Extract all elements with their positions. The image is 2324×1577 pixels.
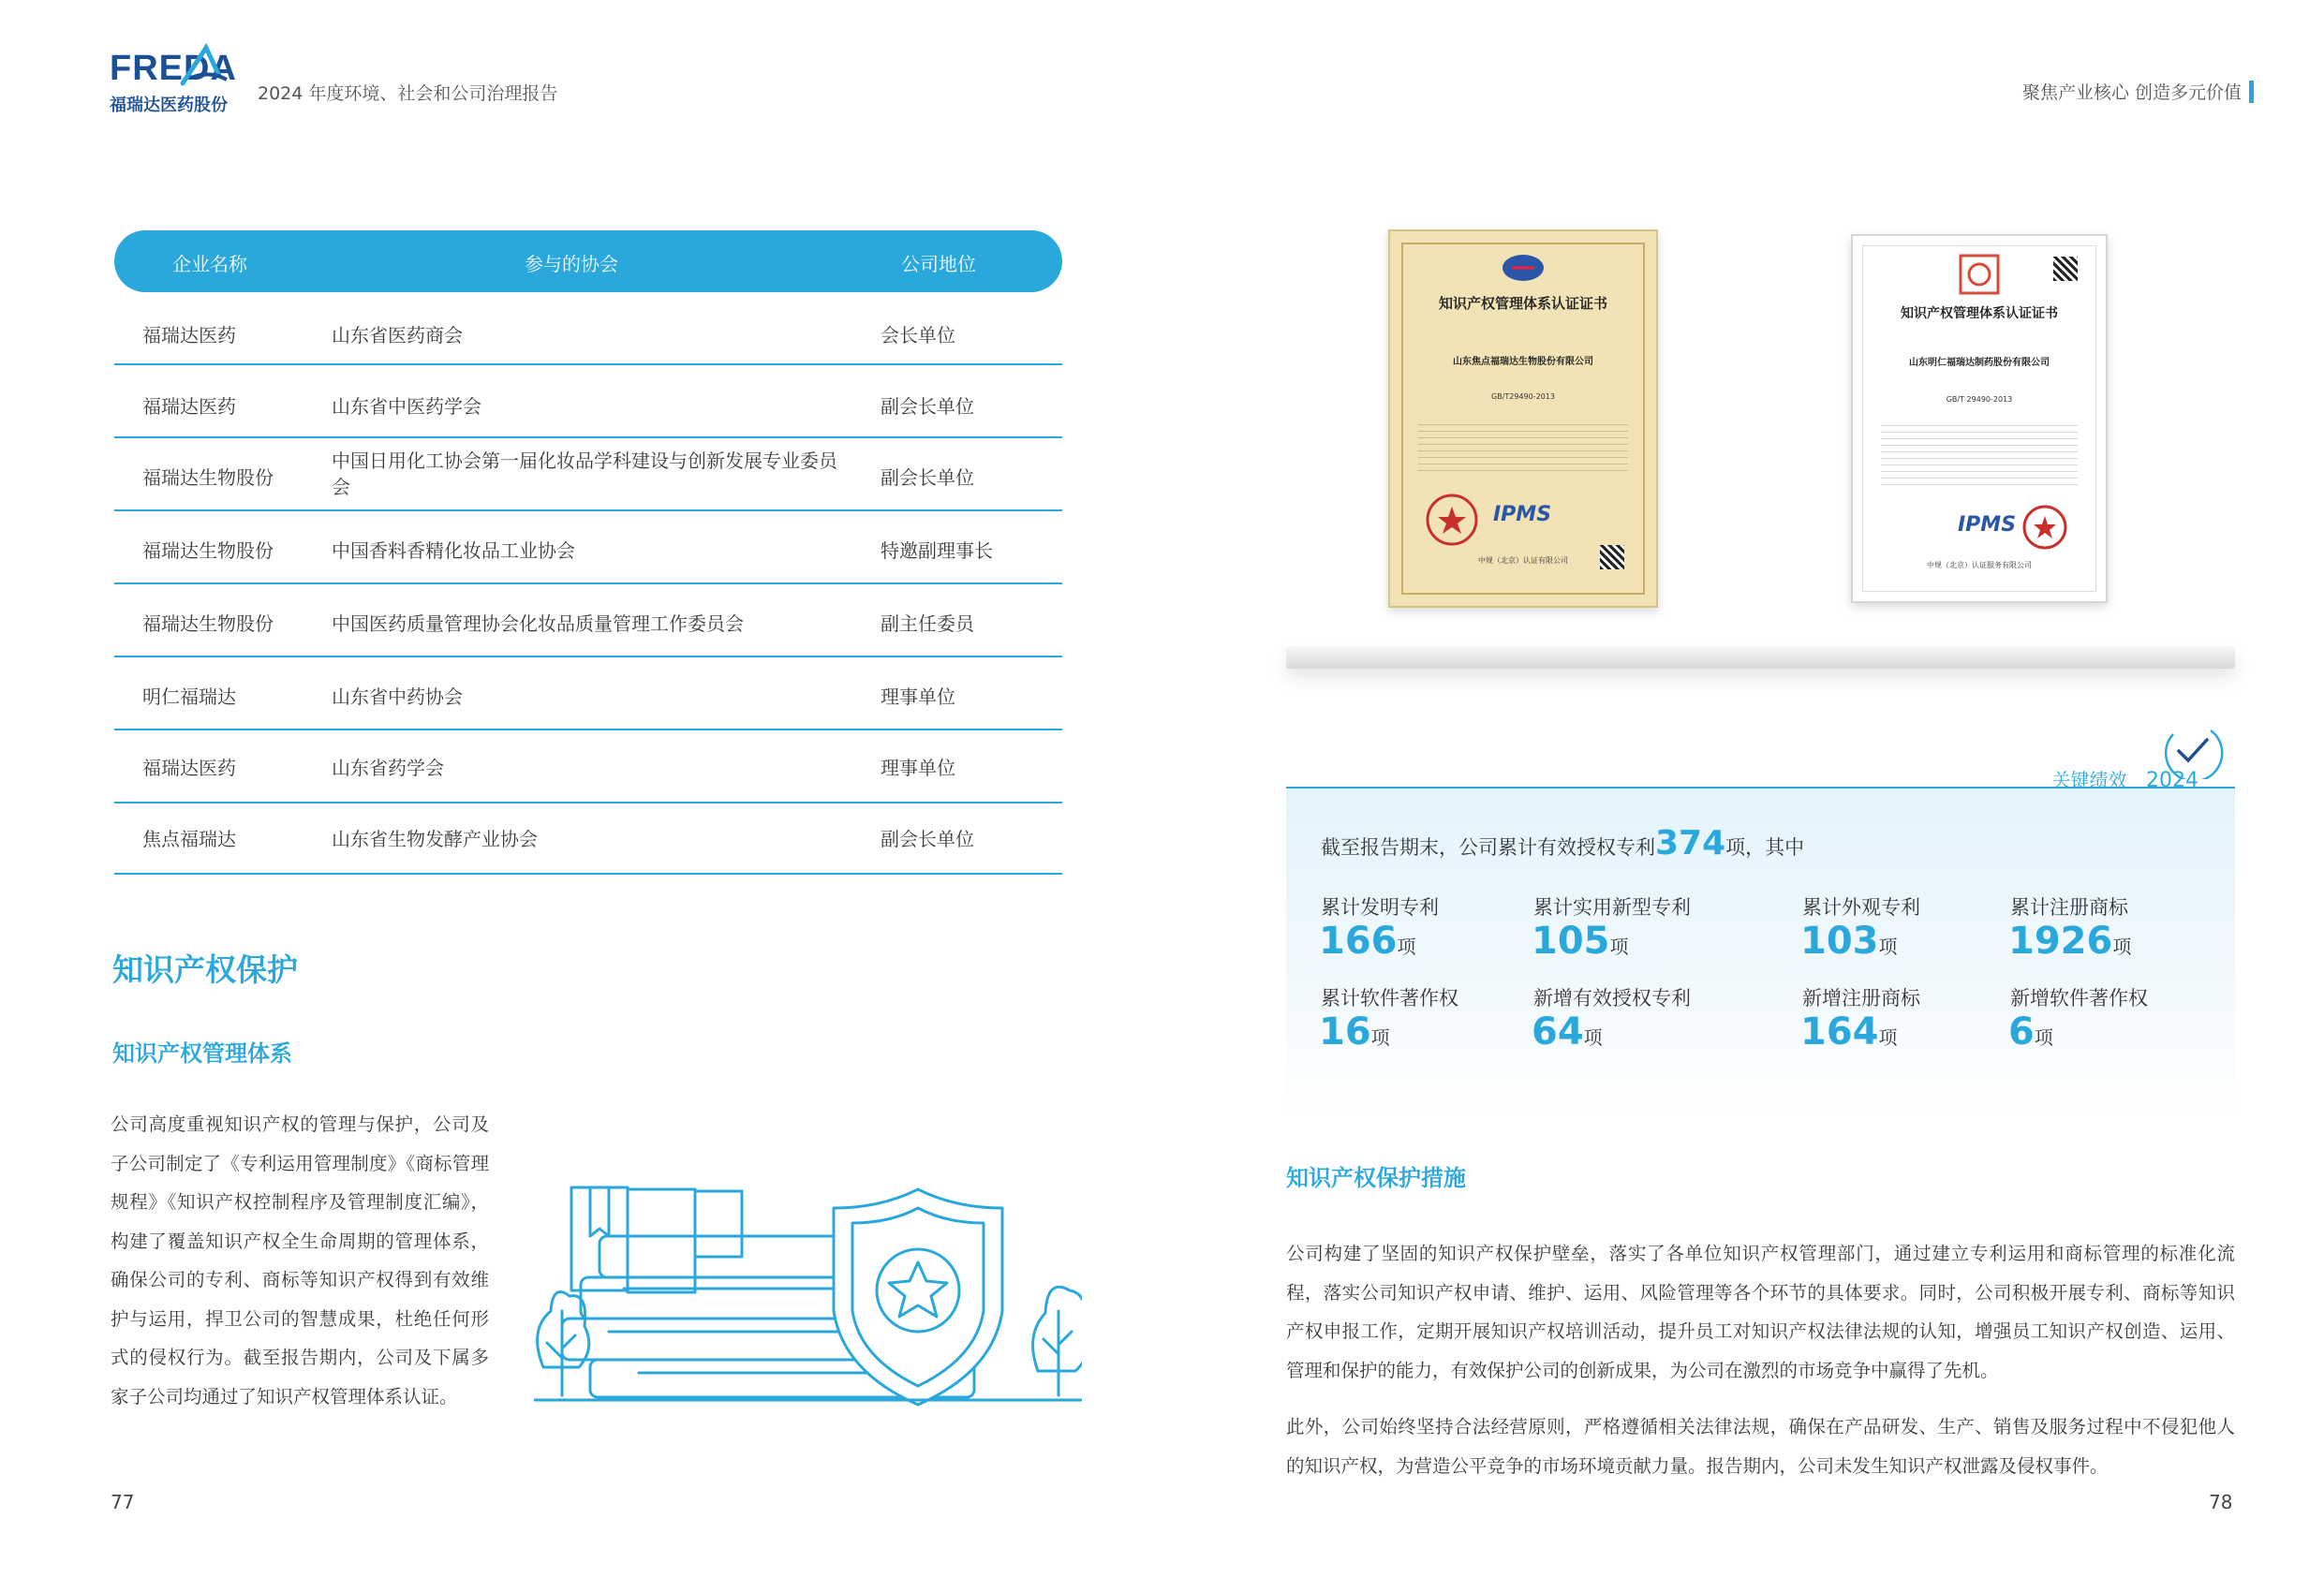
col-header-position: 公司地位 xyxy=(901,253,976,275)
qr-code-icon xyxy=(1600,545,1624,569)
cell-position: 副会长单位 xyxy=(881,828,974,850)
kpi-label: 累计软件著作权 xyxy=(1321,987,1458,1010)
section-title: 知识产权保护 xyxy=(112,951,298,988)
cell-company: 福瑞达生物股份 xyxy=(142,612,274,635)
cell-company: 福瑞达医药 xyxy=(142,395,236,418)
kpi-value-number: 64 xyxy=(1532,1010,1584,1054)
logo-mark-icon xyxy=(178,42,234,89)
table-row xyxy=(114,584,1062,657)
report-title: 2024 年度环境、社会和公司治理报告 xyxy=(258,83,558,104)
header-accent-bar xyxy=(2249,81,2254,103)
kpi-unit: 项 xyxy=(2112,936,2132,958)
kpi-value xyxy=(1319,920,1416,963)
cert-emblem-icon xyxy=(1501,252,1546,284)
kpi-value xyxy=(1319,1010,1390,1054)
kpi-tag-label: 关键绩效 xyxy=(2051,769,2127,791)
cert-title: 知识产权管理体系认证证书 xyxy=(1438,295,1607,312)
table-row xyxy=(114,292,1062,365)
kpi-lead xyxy=(1321,824,1804,862)
shield-books-illustration-icon xyxy=(534,1171,1082,1414)
kpi-unit: 项 xyxy=(1609,936,1629,958)
cell-company: 福瑞达医药 xyxy=(142,757,236,779)
kpi-unit: 项 xyxy=(1370,1026,1390,1049)
cert-standard: GB/T 29490-2013 xyxy=(1946,395,2013,404)
certificate-image xyxy=(1388,229,1658,608)
cell-association: 山东省生物发酵产业协会 xyxy=(332,828,538,850)
cert-title: 知识产权管理体系认证证书 xyxy=(1901,306,2058,321)
kpi-value xyxy=(1800,1010,1898,1054)
subsection-title: 知识产权保护措施 xyxy=(1286,1165,1466,1191)
ipms-logo-icon: IPMS xyxy=(1493,503,1552,526)
ip-body-text: 公司高度重视知识产权的管理与保护，公司及子公司制定了《专利运用管理制度》《商标管理规程》《知识产权控制程序及管理制度汇编》，构建了覆盖知识产权全生命周期的管理体系，确保公司的专利、商标等知识产权得到有效维护与运用，捍卫公司的智慧成果，杜绝任何形式的侵权行为。截至报告期内，公司及下属多家子公司均通过了知识产权管理体系认证。 xyxy=(111,1113,489,1408)
cert-standard: GB/T29490-2013 xyxy=(1491,392,1555,401)
cell-company: 福瑞达医药 xyxy=(142,324,236,346)
cert-seal-icon xyxy=(1424,492,1480,548)
subsection-title: 知识产权管理体系 xyxy=(112,1040,292,1067)
certificate-image xyxy=(1851,234,2108,603)
kpi-value xyxy=(1800,920,1898,963)
kpi-lead-suffix: 项，其中 xyxy=(1725,836,1805,859)
kpi-unit: 项 xyxy=(2034,1026,2053,1049)
table-row xyxy=(114,803,1062,875)
cell-company: 福瑞达生物股份 xyxy=(142,539,274,562)
cert-emblem-icon xyxy=(1958,253,2001,296)
cell-association: 山东省中医药学会 xyxy=(332,395,481,418)
kpi-tag xyxy=(2052,765,2198,792)
col-header-association: 参与的协会 xyxy=(525,253,618,275)
kpi-value xyxy=(2008,1010,2053,1054)
kpi-unit: 项 xyxy=(1583,1026,1603,1049)
cell-position: 理事单位 xyxy=(881,685,955,708)
kpi-lead-value: 374 xyxy=(1655,824,1726,862)
header-slogan: 聚焦产业核心 创造多元价值 xyxy=(2021,82,2242,103)
table-header xyxy=(114,230,1062,292)
measures-paragraph: 此外，公司始终坚持合法经营原则，严格遵循相关法律法规，确保在产品研发、生产、销售及服务过程中不侵犯他人的知识产权，为营造公平竞争的市场环境贡献力量。报告期内，公司未发生知识产权泄露及侵权事件。 xyxy=(1286,1416,2235,1477)
kpi-label: 新增软件著作权 xyxy=(2010,987,2148,1010)
cell-association: 山东省医药商会 xyxy=(332,324,463,346)
cell-association: 中国医药质量管理协会化妆品质量管理工作委员会 xyxy=(332,612,744,635)
cert-issuer: 中规（北京）认证服务有限公司 xyxy=(1927,561,2032,569)
kpi-value xyxy=(1532,920,1629,963)
table-row xyxy=(114,730,1062,803)
kpi-value-number: 164 xyxy=(1800,1010,1879,1054)
cell-company: 明仁福瑞达 xyxy=(142,685,236,708)
kpi-tag-year: 2024 xyxy=(2146,769,2198,792)
kpi-label: 累计实用新型专利 xyxy=(1533,896,1691,919)
cell-position: 副主任委员 xyxy=(881,612,974,635)
cert-issuer: 中规（北京）认证有限公司 xyxy=(1478,556,1568,565)
kpi-value-number: 103 xyxy=(1800,920,1879,963)
table-row xyxy=(114,511,1062,584)
kpi-label: 累计发明专利 xyxy=(1321,896,1439,919)
cert-holder: 山东明仁福瑞达制药股份有限公司 xyxy=(1909,358,2050,368)
qr-code-icon xyxy=(2053,257,2078,281)
logo-subtitle: 福瑞达医药股份 xyxy=(110,96,228,115)
table-row xyxy=(114,657,1062,730)
measures-paragraph: 公司构建了坚固的知识产权保护壁垒，落实了各单位知识产权管理部门，通过建立专利运用和商标管理的标准化流程，落实公司知识产权申请、维护、运用、风险管理等各个环节的具体要求。同时，公司积极开展专利、商标等知识产权申报工作，定期开展知识产权培训活动，提升员工对知识产权法律法规的认知，增强员工知识产权创造、运用、管理和保护的能力，有效保护公司的创新成果，为公司在激烈的市场竞争中赢得了先机。 xyxy=(1286,1243,2235,1381)
kpi-value-number: 105 xyxy=(1532,920,1610,963)
table-row xyxy=(114,438,1062,511)
kpi-unit: 项 xyxy=(1878,936,1898,958)
logo-text: FREDA xyxy=(110,49,237,88)
cell-company: 福瑞达生物股份 xyxy=(142,466,274,489)
ipms-logo-icon: IPMS xyxy=(1958,513,2017,537)
kpi-unit: 项 xyxy=(1397,936,1416,958)
kpi-label: 累计外观专利 xyxy=(1802,896,1920,919)
cell-position: 会长单位 xyxy=(881,324,955,346)
page-number-left: 77 xyxy=(111,1491,135,1513)
kpi-lead-prefix: 截至报告期末，公司累计有效授权专利 xyxy=(1321,836,1655,859)
col-header-company: 企业名称 xyxy=(172,253,247,275)
certificate-shelf xyxy=(1286,646,2235,669)
kpi-label: 累计注册商标 xyxy=(2010,896,2128,919)
cell-position: 理事单位 xyxy=(881,757,955,779)
cell-position: 特邀副理事长 xyxy=(881,539,993,562)
kpi-label: 新增注册商标 xyxy=(1802,987,1920,1010)
kpi-value xyxy=(1532,1010,1603,1054)
page-number-right: 78 xyxy=(2209,1491,2233,1513)
cert-seal-icon xyxy=(2021,504,2068,551)
kpi-unit: 项 xyxy=(1878,1026,1898,1049)
cell-association: 山东省中药协会 xyxy=(332,685,463,708)
kpi-value-number: 6 xyxy=(2008,1010,2035,1054)
kpi-value-number: 16 xyxy=(1319,1010,1371,1054)
kpi-value-number: 1926 xyxy=(2008,920,2113,963)
cell-position: 副会长单位 xyxy=(881,466,974,489)
cert-holder: 山东焦点福瑞达生物股份有限公司 xyxy=(1453,357,1593,367)
cell-association: 中国日用化工协会第一届化妆品学科建设与创新发展专业委员会 xyxy=(332,450,837,498)
kpi-value xyxy=(2008,920,2131,963)
cell-association: 山东省药学会 xyxy=(332,757,444,779)
kpi-label: 新增有效授权专利 xyxy=(1533,987,1691,1010)
cell-position: 副会长单位 xyxy=(881,395,974,418)
cell-association: 中国香料香精化妆品工业协会 xyxy=(332,539,575,562)
table-row xyxy=(114,365,1062,438)
kpi-value-number: 166 xyxy=(1319,920,1398,963)
cell-company: 焦点福瑞达 xyxy=(142,828,236,850)
